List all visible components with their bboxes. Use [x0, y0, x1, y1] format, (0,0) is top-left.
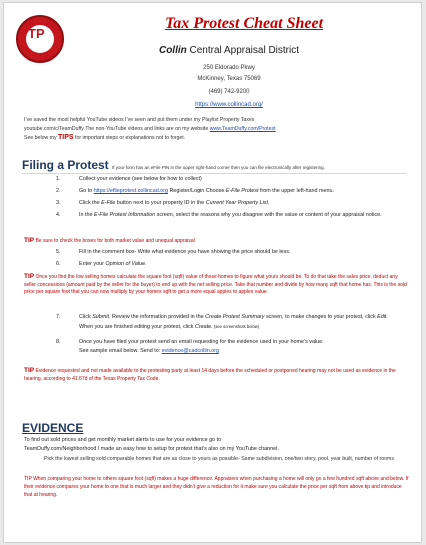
evidence-comparables: Pick the lowest selling sold comparable homes that are as close to yours as possible- Same subdivision, one/two story, pool, year built, number of rooms: [44, 456, 394, 462]
efile-protest-link[interactable]: https://efileprotest.collincad.org: [93, 188, 168, 194]
evidence-email-link[interactable]: evidence@cadcollin.org: [161, 348, 220, 354]
tax-protest-logo-icon: TP: [16, 15, 64, 63]
phone-number: (469) 742-9200: [208, 89, 250, 95]
intro-line-2: youtube.com/c/TeamDuffy The non-YouTube videos and links are on my website www.TeamDuffy.com/Protest: [24, 126, 276, 132]
intro-line-1: I’ve saved the most helpful YouTube videos I’ve seen and put them under my Playlist Property Taxes: [24, 117, 255, 123]
evidence-line-2: TeamDuffy.com/Neighborhood I made an easy how to setup for protest that’s also on my YouTube channel.: [24, 446, 279, 452]
filing-protest-heading: Filing a Protest If your form has an eFile PIN in the upper right-hand corner then you can file electronically after registering.: [22, 158, 407, 174]
tip-compare-sqft: TIP When comparing your home to others square foot (sqft) makes a huge difference. Appraisers when purchasing a home will only go a few hundred sqft above and below. If their evidence compares your home to one that is much larger and they didn’t give a reduction for it make sure you calculate the price per sqft from above tip and introduce that at hearing.: [24, 476, 409, 498]
page-title: Tax Protest Cheat Sheet: [164, 15, 324, 32]
tip-check-boxes: TIP Be sure to check the boxes for both market value and unequal appraisal: [24, 237, 195, 244]
evidence-line-1: To find out sold prices and get monthly market alerts to use for your evidence go to: [24, 437, 222, 443]
tip-evidence-deadline: TIP Evidence requested and not made available to the protesting party at least 14 days before the scheduled or postponed hearing may not be used as evidence in the hearing, according to 41.67d of the Texas Property Tax Code.: [24, 367, 396, 382]
intro-line-3: See below my TIPS for important steps or explanations not to forget.: [24, 134, 186, 141]
website-protest-link[interactable]: www.TeamDuffy.com/Protest: [209, 126, 276, 132]
cheat-sheet-page: TP Tax Protest Cheat Sheet Collin Central Appraisal District 250 Eldorado Pkwy McKinney, Texas 75069 (469) 742-9200 https://www.collincad.org/ I’ve saved the most helpful YouTube videos I’ve seen and put them under my Playlist Property Taxes youtube.com/c/TeamDuffy The non-YouTube videos and links are on my website www.TeamDuffy.com/Protest See below my TIPS for important steps or explanations not to forget. Filing a Protest If your form has an eFile PIN in the upper right-hand corner then you can file electronically after registering. 1. Collect your evidence (see below for how to collect) 2. Go to https://efileprotest.collincad.org Register/Login Choose E-File Protest from the upper left-hand menu. 3. Click the E-File button next to your property ID in the Current Year Property List. 4. In the E-File Protest Information screen, select the reasons why you disagree with the value or content of your appraisal notice. TIP Be sure to check the boxes for both market value and unequal appraisal 5. Fill in the comment box- Write what evidence you have showing the price should be less. 6. Enter your Opinion of Value. TIP Once you find the low selling homes calculate the square foot (sqft) value of those homes to figure what yours should be. To do that take the sales price, deduct any seller concessions (amount paid by the seller for the buyer) to end up with the net selling price. Take that number and divide by how many sqft that home has. This is the sold price per square foot that you can now multiply by your homes sqft to get a more equal apples to apples value. 7. Click Submit. Review the information provided in the Create Protest Summary screen, to make changes to your protest, click Edit. When you are finished editing your protest, click Create. (see screenshots below) 8. Once you have filed your protest send an email requesting for the evidence used in your home's value. See sample email below. Send to: evidence@cadcollin.org TIP Evidence requested and not made available to the protesting party at least 14 days before the scheduled or postponed hearing may not be used as evidence in the hearing, according to 41.67d of the Texas Property Tax Code. EVIDENCE To find out sold prices and get monthly market alerts to use for your evidence go to TeamDuffy.com/Neighborhood I made an easy how to setup for protest that’s also on my YouTube channel. Pick the lowest selling sold comparable homes that are as close to yours as possible- Same subdivision, one/two story, pool, year built, number of rooms TIP When comparing your home to others square foot (sqft) makes a huge difference. Appraisers when purchasing a home will only go a few hundred sqft above and below. If their evidence compares your home to one that is much larger and they didn’t give a reduction for it make sure you calculate the price per sqft from above tip and introduce that at hearing.: [3, 2, 422, 543]
address-line-2: McKinney, Texas 75069: [197, 76, 261, 82]
address-line-1: 250 Eldorado Pkwy: [203, 65, 255, 71]
district-website-link[interactable]: https://www.collincad.org/: [195, 102, 263, 108]
district-name: Collin Central Appraisal District: [158, 45, 300, 56]
tip-square-foot-value: TIP Once you find the low selling homes calculate the square foot (sqft) value of those homes to figure what yours should be. To do that take the sales price, deduct any seller concessions (amount paid by the seller for the buyer) to end up with the net selling price. Take that number and divide by how many sqft that home has. This is the sold price per square foot that you can now multiply by your homes sqft to get a more equal apples to apples value.: [24, 273, 407, 295]
evidence-heading: EVIDENCE: [22, 421, 84, 435]
